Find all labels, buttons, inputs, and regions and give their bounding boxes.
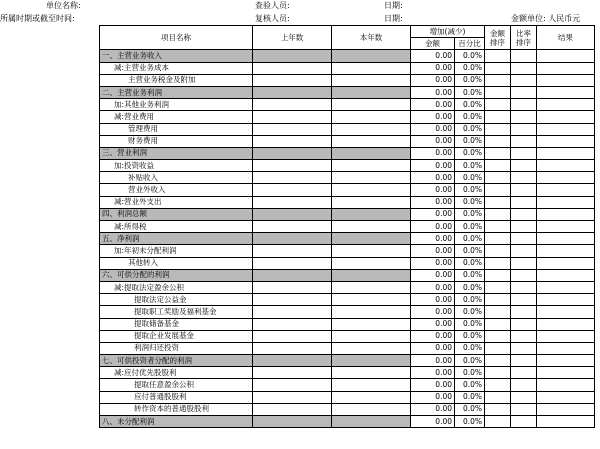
change-percent-cell: 0.0% <box>455 379 485 391</box>
ratio-rank-cell <box>511 50 537 62</box>
this-year-cell <box>332 233 411 245</box>
ratio-rank-cell <box>511 233 537 245</box>
conclusion-cell <box>537 245 595 257</box>
table-row <box>100 281 595 293</box>
table-row <box>100 403 595 415</box>
this-year-cell <box>332 62 411 74</box>
prev-year-cell <box>253 342 332 354</box>
ratio-rank-cell <box>511 172 537 184</box>
amount-rank-cell <box>485 196 511 208</box>
table-row <box>100 62 595 74</box>
col-header-name: 项目名称 <box>100 26 253 50</box>
prev-year-cell <box>253 86 332 98</box>
table-row <box>100 184 595 196</box>
income-statement-table <box>99 25 595 428</box>
change-percent-cell: 0.0% <box>455 160 485 172</box>
change-amount-cell: 0.00 <box>411 416 455 428</box>
this-year-cell <box>332 306 411 318</box>
row-name: 六、可供分配的利润 <box>100 269 253 281</box>
change-amount-cell: 0.00 <box>411 330 455 342</box>
conclusion-cell <box>537 281 595 293</box>
this-year-cell <box>332 50 411 62</box>
col-header-change: 增加(减少) <box>411 26 485 38</box>
period-label: 所属时期或截至时间: <box>0 14 75 23</box>
change-amount-cell: 0.00 <box>411 160 455 172</box>
change-amount-cell: 0.00 <box>411 208 455 220</box>
this-year-cell <box>332 330 411 342</box>
table-row <box>100 196 595 208</box>
change-amount-cell: 0.00 <box>411 74 455 86</box>
conclusion-cell <box>537 330 595 342</box>
reviewer-label: 复核人员: <box>255 14 290 23</box>
prev-year-cell <box>253 318 332 330</box>
prev-year-cell <box>253 355 332 367</box>
change-amount-cell: 0.00 <box>411 318 455 330</box>
ratio-rank-cell <box>511 184 537 196</box>
amount-rank-cell <box>485 208 511 220</box>
change-percent-cell: 0.0% <box>455 403 485 415</box>
amount-rank-cell <box>485 111 511 123</box>
table-row <box>100 416 595 428</box>
this-year-cell <box>332 416 411 428</box>
ratio-rank-cell <box>511 330 537 342</box>
prev-year-cell <box>253 403 332 415</box>
conclusion-cell <box>537 306 595 318</box>
amount-rank-cell <box>485 147 511 159</box>
col-header-this-year: 本年数 <box>332 26 411 50</box>
change-percent-cell: 0.0% <box>455 50 485 62</box>
conclusion-cell <box>537 294 595 306</box>
row-name: 加:年初未分配利润 <box>100 245 253 257</box>
table-row <box>100 74 595 86</box>
conclusion-cell <box>537 318 595 330</box>
table-row <box>100 50 595 62</box>
col-header-prev-year: 上年数 <box>253 26 332 50</box>
amount-rank-cell <box>485 379 511 391</box>
amount-rank-cell <box>485 50 511 62</box>
row-name: 减:所得税 <box>100 221 253 233</box>
change-percent-cell: 0.0% <box>455 355 485 367</box>
conclusion-cell <box>537 257 595 269</box>
ratio-rank-cell <box>511 342 537 354</box>
row-name: 提取企业发展基金 <box>100 330 253 342</box>
amount-rank-cell <box>485 416 511 428</box>
table-row <box>100 257 595 269</box>
change-amount-cell: 0.00 <box>411 123 455 135</box>
change-amount-cell: 0.00 <box>411 391 455 403</box>
conclusion-cell <box>537 416 595 428</box>
this-year-cell <box>332 342 411 354</box>
change-amount-cell: 0.00 <box>411 221 455 233</box>
row-name: 加:其他业务利润 <box>100 99 253 111</box>
ratio-rank-cell <box>511 257 537 269</box>
table-row <box>100 86 595 98</box>
row-name: 转作资本的普通股股利 <box>100 403 253 415</box>
change-amount-cell: 0.00 <box>411 379 455 391</box>
prev-year-cell <box>253 330 332 342</box>
prev-year-cell <box>253 74 332 86</box>
prev-year-cell <box>253 62 332 74</box>
change-amount-cell: 0.00 <box>411 99 455 111</box>
change-percent-cell: 0.0% <box>455 184 485 196</box>
conclusion-cell <box>537 269 595 281</box>
row-name: 主营业务税金及附加 <box>100 74 253 86</box>
table-row <box>100 245 595 257</box>
change-amount-cell: 0.00 <box>411 111 455 123</box>
amount-rank-cell <box>485 233 511 245</box>
ratio-rank-cell <box>511 147 537 159</box>
change-percent-cell: 0.0% <box>455 342 485 354</box>
amount-rank-cell <box>485 221 511 233</box>
change-percent-cell: 0.0% <box>455 172 485 184</box>
row-name: 其他转入 <box>100 257 253 269</box>
prev-year-cell <box>253 281 332 293</box>
prev-year-cell <box>253 269 332 281</box>
amount-rank-cell <box>485 74 511 86</box>
prev-year-cell <box>253 245 332 257</box>
row-name: 减:主营业务成本 <box>100 62 253 74</box>
amount-rank-cell <box>485 318 511 330</box>
table-row <box>100 99 595 111</box>
change-amount-cell: 0.00 <box>411 135 455 147</box>
row-name: 减:提取法定盈余公积 <box>100 281 253 293</box>
ratio-rank-cell <box>511 123 537 135</box>
conclusion-cell <box>537 50 595 62</box>
change-amount-cell: 0.00 <box>411 196 455 208</box>
table-row <box>100 269 595 281</box>
prev-year-cell <box>253 294 332 306</box>
change-percent-cell: 0.0% <box>455 196 485 208</box>
ratio-rank-cell <box>511 62 537 74</box>
conclusion-cell <box>537 99 595 111</box>
this-year-cell <box>332 184 411 196</box>
this-year-cell <box>332 355 411 367</box>
change-percent-cell: 0.0% <box>455 111 485 123</box>
conclusion-cell <box>537 62 595 74</box>
ratio-rank-cell <box>511 294 537 306</box>
change-percent-cell: 0.0% <box>455 367 485 379</box>
conclusion-cell <box>537 111 595 123</box>
ratio-rank-cell <box>511 281 537 293</box>
amount-rank-cell <box>485 294 511 306</box>
row-name: 提取法定公益金 <box>100 294 253 306</box>
this-year-cell <box>332 257 411 269</box>
prev-year-cell <box>253 391 332 403</box>
ratio-rank-cell <box>511 221 537 233</box>
row-name: 五、净利润 <box>100 233 253 245</box>
prev-year-cell <box>253 306 332 318</box>
this-year-cell <box>332 74 411 86</box>
unit-name-label: 单位名称: <box>46 1 81 10</box>
change-percent-cell: 0.0% <box>455 86 485 98</box>
ratio-rank-cell <box>511 269 537 281</box>
ratio-rank-cell <box>511 208 537 220</box>
amount-rank-cell <box>485 257 511 269</box>
change-amount-cell: 0.00 <box>411 62 455 74</box>
table-row <box>100 318 595 330</box>
change-percent-cell: 0.0% <box>455 245 485 257</box>
row-name: 三、营业利润 <box>100 147 253 159</box>
table-row <box>100 294 595 306</box>
this-year-cell <box>332 391 411 403</box>
change-percent-cell: 0.0% <box>455 233 485 245</box>
change-percent-cell: 0.0% <box>455 135 485 147</box>
conclusion-cell <box>537 135 595 147</box>
ratio-rank-cell <box>511 306 537 318</box>
change-amount-cell: 0.00 <box>411 306 455 318</box>
amount-rank-cell <box>485 403 511 415</box>
change-percent-cell: 0.0% <box>455 99 485 111</box>
prev-year-cell <box>253 172 332 184</box>
ratio-rank-cell <box>511 111 537 123</box>
change-percent-cell: 0.0% <box>455 416 485 428</box>
amount-rank-cell <box>485 269 511 281</box>
ratio-rank-cell <box>511 355 537 367</box>
this-year-cell <box>332 208 411 220</box>
change-percent-cell: 0.0% <box>455 208 485 220</box>
amount-rank-cell <box>485 86 511 98</box>
change-percent-cell: 0.0% <box>455 294 485 306</box>
this-year-cell <box>332 172 411 184</box>
change-percent-cell: 0.0% <box>455 269 485 281</box>
table-row <box>100 355 595 367</box>
prev-year-cell <box>253 208 332 220</box>
change-percent-cell: 0.0% <box>455 62 485 74</box>
change-amount-cell: 0.00 <box>411 403 455 415</box>
amount-rank-cell <box>485 281 511 293</box>
table-row <box>100 147 595 159</box>
prev-year-cell <box>253 123 332 135</box>
conclusion-cell <box>537 355 595 367</box>
ratio-rank-cell <box>511 135 537 147</box>
table-row <box>100 208 595 220</box>
table-row <box>100 342 595 354</box>
col-header-percent: 百分比 <box>455 38 485 50</box>
ratio-rank-cell <box>511 403 537 415</box>
row-name: 营业外收入 <box>100 184 253 196</box>
conclusion-cell <box>537 172 595 184</box>
prev-year-cell <box>253 379 332 391</box>
table-row <box>100 233 595 245</box>
conclusion-cell <box>537 391 595 403</box>
prev-year-cell <box>253 147 332 159</box>
change-percent-cell: 0.0% <box>455 391 485 403</box>
change-amount-cell: 0.00 <box>411 367 455 379</box>
change-amount-cell: 0.00 <box>411 355 455 367</box>
row-name: 一、主营业务收入 <box>100 50 253 62</box>
currency-unit-label: 金额单位: 人民币元 <box>511 14 581 23</box>
change-amount-cell: 0.00 <box>411 147 455 159</box>
table-row <box>100 172 595 184</box>
table-row <box>100 160 595 172</box>
row-name: 提取职工奖励及福利基金 <box>100 306 253 318</box>
table-row <box>100 111 595 123</box>
amount-rank-cell <box>485 355 511 367</box>
row-name: 提取储备基金 <box>100 318 253 330</box>
conclusion-cell <box>537 208 595 220</box>
change-percent-cell: 0.0% <box>455 221 485 233</box>
change-amount-cell: 0.00 <box>411 86 455 98</box>
table-body <box>100 50 595 428</box>
date-label-1: 日期: <box>384 1 403 10</box>
this-year-cell <box>332 245 411 257</box>
amount-rank-cell <box>485 172 511 184</box>
this-year-cell <box>332 111 411 123</box>
change-amount-cell: 0.00 <box>411 233 455 245</box>
conclusion-cell <box>537 123 595 135</box>
prev-year-cell <box>253 111 332 123</box>
conclusion-cell <box>537 221 595 233</box>
prev-year-cell <box>253 233 332 245</box>
date-label-2: 日期: <box>384 14 403 23</box>
change-amount-cell: 0.00 <box>411 50 455 62</box>
prev-year-cell <box>253 257 332 269</box>
prev-year-cell <box>253 160 332 172</box>
col-header-amount: 金额 <box>411 38 455 50</box>
table-row <box>100 306 595 318</box>
ratio-rank-cell <box>511 160 537 172</box>
amount-rank-cell <box>485 306 511 318</box>
change-percent-cell: 0.0% <box>455 281 485 293</box>
this-year-cell <box>332 294 411 306</box>
ratio-rank-cell <box>511 367 537 379</box>
table-row <box>100 135 595 147</box>
row-name: 应付普通股股利 <box>100 391 253 403</box>
row-name: 加:投资收益 <box>100 160 253 172</box>
checker-label: 查验人员: <box>255 1 290 10</box>
this-year-cell <box>332 196 411 208</box>
row-name: 减:营业费用 <box>100 111 253 123</box>
amount-rank-cell <box>485 245 511 257</box>
amount-rank-cell <box>485 391 511 403</box>
table-row <box>100 123 595 135</box>
col-header-conclusion: 结果 <box>537 26 595 50</box>
change-percent-cell: 0.0% <box>455 147 485 159</box>
this-year-cell <box>332 123 411 135</box>
amount-rank-cell <box>485 62 511 74</box>
row-name: 七、可供投资者分配的利润 <box>100 355 253 367</box>
row-name: 利润归还投资 <box>100 342 253 354</box>
change-amount-cell: 0.00 <box>411 269 455 281</box>
row-name: 八、未分配利润 <box>100 416 253 428</box>
col-header-ratio-rank: 比率排序 <box>511 26 537 50</box>
ratio-rank-cell <box>511 196 537 208</box>
conclusion-cell <box>537 233 595 245</box>
ratio-rank-cell <box>511 99 537 111</box>
row-name: 四、利润总额 <box>100 208 253 220</box>
col-header-amount-rank: 金额排序 <box>485 26 511 50</box>
row-name: 二、主营业务利润 <box>100 86 253 98</box>
amount-rank-cell <box>485 160 511 172</box>
this-year-cell <box>332 99 411 111</box>
conclusion-cell <box>537 74 595 86</box>
conclusion-cell <box>537 342 595 354</box>
change-amount-cell: 0.00 <box>411 294 455 306</box>
conclusion-cell <box>537 196 595 208</box>
prev-year-cell <box>253 221 332 233</box>
change-amount-cell: 0.00 <box>411 281 455 293</box>
this-year-cell <box>332 281 411 293</box>
this-year-cell <box>332 379 411 391</box>
amount-rank-cell <box>485 342 511 354</box>
conclusion-cell <box>537 86 595 98</box>
this-year-cell <box>332 403 411 415</box>
this-year-cell <box>332 221 411 233</box>
this-year-cell <box>332 367 411 379</box>
amount-rank-cell <box>485 367 511 379</box>
ratio-rank-cell <box>511 74 537 86</box>
table-row <box>100 379 595 391</box>
amount-rank-cell <box>485 123 511 135</box>
this-year-cell <box>332 269 411 281</box>
prev-year-cell <box>253 416 332 428</box>
table-row <box>100 221 595 233</box>
prev-year-cell <box>253 50 332 62</box>
change-percent-cell: 0.0% <box>455 257 485 269</box>
ratio-rank-cell <box>511 379 537 391</box>
change-amount-cell: 0.00 <box>411 342 455 354</box>
amount-rank-cell <box>485 135 511 147</box>
prev-year-cell <box>253 135 332 147</box>
change-percent-cell: 0.0% <box>455 123 485 135</box>
table-row <box>100 367 595 379</box>
row-name: 管理费用 <box>100 123 253 135</box>
conclusion-cell <box>537 403 595 415</box>
change-percent-cell: 0.0% <box>455 330 485 342</box>
this-year-cell <box>332 86 411 98</box>
this-year-cell <box>332 318 411 330</box>
ratio-rank-cell <box>511 391 537 403</box>
conclusion-cell <box>537 367 595 379</box>
ratio-rank-cell <box>511 86 537 98</box>
this-year-cell <box>332 147 411 159</box>
amount-rank-cell <box>485 99 511 111</box>
conclusion-cell <box>537 379 595 391</box>
change-percent-cell: 0.0% <box>455 74 485 86</box>
change-percent-cell: 0.0% <box>455 318 485 330</box>
amount-rank-cell <box>485 184 511 196</box>
this-year-cell <box>332 160 411 172</box>
change-amount-cell: 0.00 <box>411 172 455 184</box>
change-percent-cell: 0.0% <box>455 306 485 318</box>
table-row <box>100 330 595 342</box>
prev-year-cell <box>253 367 332 379</box>
change-amount-cell: 0.00 <box>411 184 455 196</box>
prev-year-cell <box>253 196 332 208</box>
this-year-cell <box>332 135 411 147</box>
table-row <box>100 391 595 403</box>
ratio-rank-cell <box>511 416 537 428</box>
prev-year-cell <box>253 99 332 111</box>
ratio-rank-cell <box>511 245 537 257</box>
change-amount-cell: 0.00 <box>411 257 455 269</box>
conclusion-cell <box>537 160 595 172</box>
conclusion-cell <box>537 147 595 159</box>
row-name: 财务费用 <box>100 135 253 147</box>
amount-rank-cell <box>485 330 511 342</box>
row-name: 提取任意盈余公积 <box>100 379 253 391</box>
row-name: 减:应付优先股股利 <box>100 367 253 379</box>
change-amount-cell: 0.00 <box>411 245 455 257</box>
prev-year-cell <box>253 184 332 196</box>
row-name: 减:营业外支出 <box>100 196 253 208</box>
row-name: 补贴收入 <box>100 172 253 184</box>
conclusion-cell <box>537 184 595 196</box>
ratio-rank-cell <box>511 318 537 330</box>
